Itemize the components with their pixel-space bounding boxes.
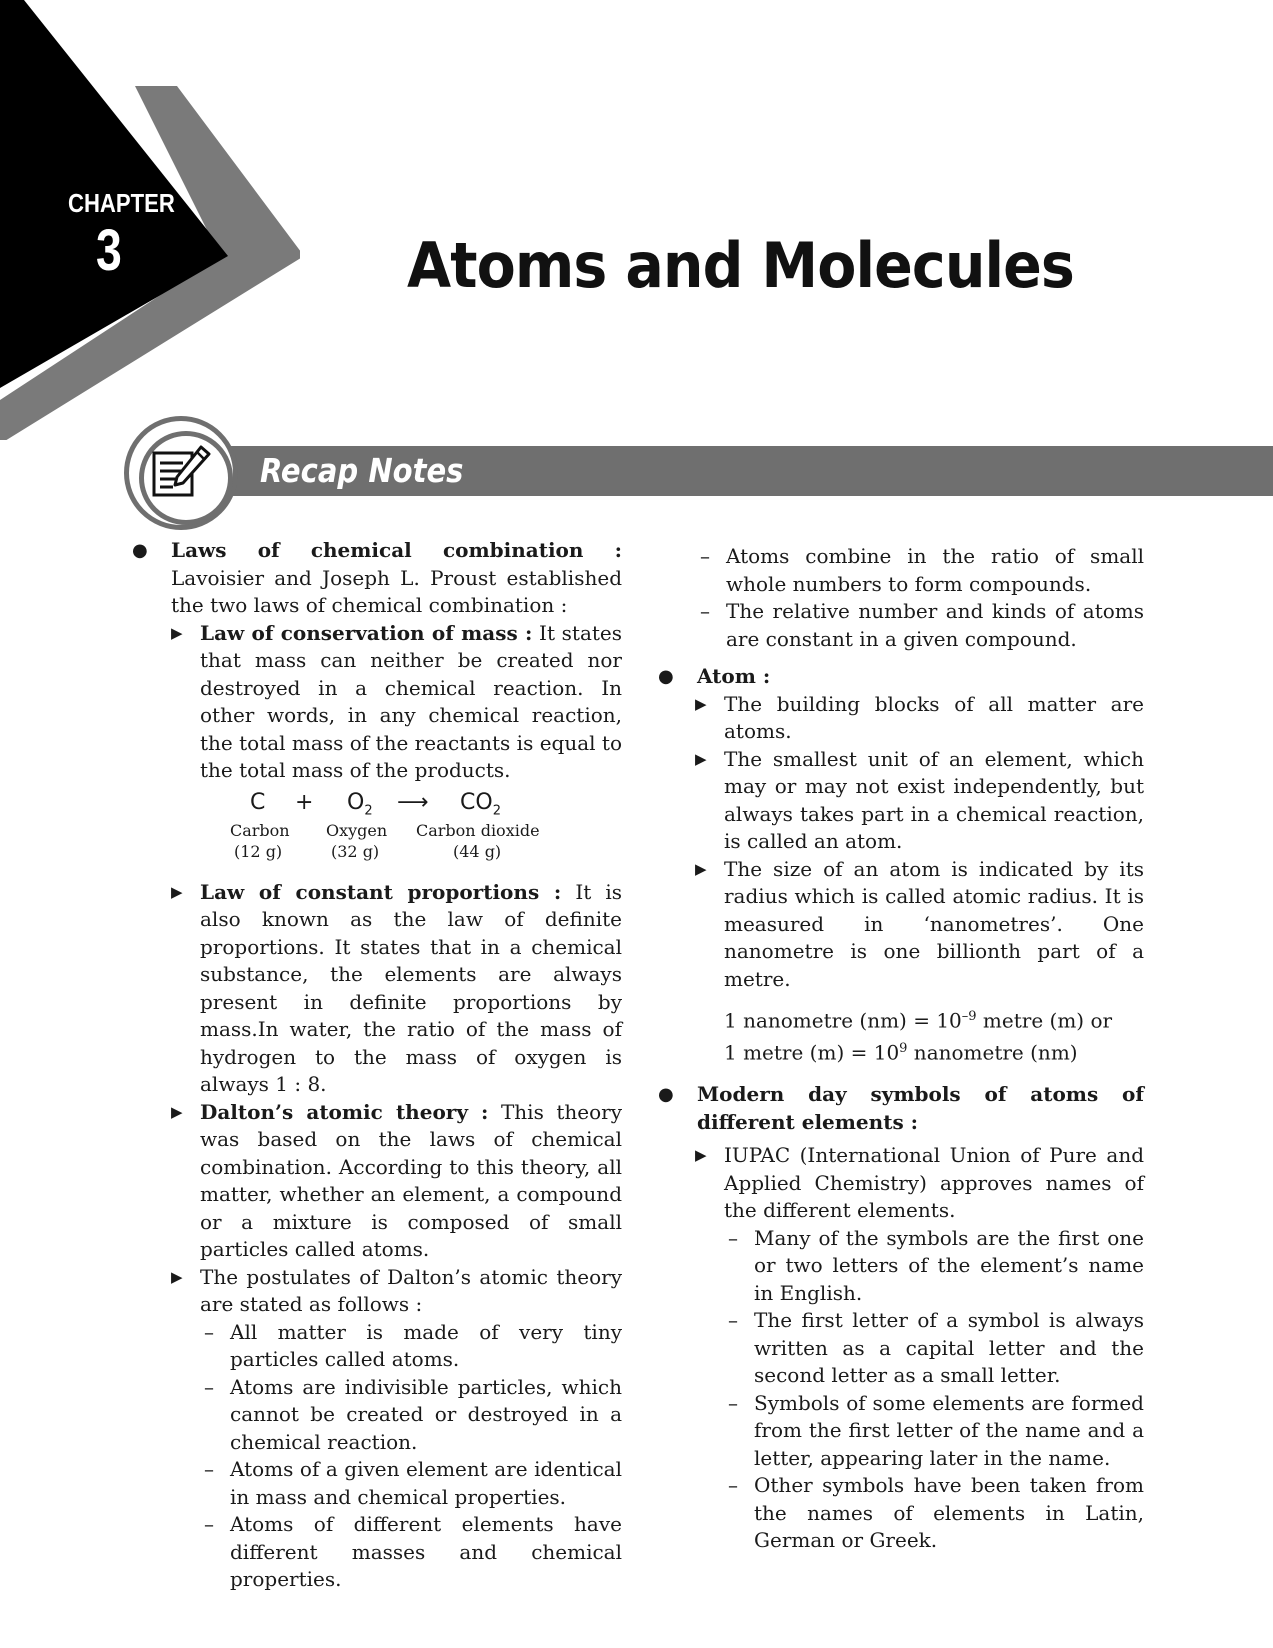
eq-co2-mass: (44 g)	[453, 841, 502, 861]
recap-title: Recap Notes	[260, 451, 464, 490]
atom-heading: Atom :	[697, 664, 771, 688]
bullet-postulates	[170, 1264, 622, 1594]
postulate-item: – Atoms combine in the ratio of small whole numbers to form compounds.	[700, 544, 1144, 596]
eq-arrow: ⟶	[397, 789, 429, 815]
right-column	[648, 543, 1144, 1555]
eq-carbon-label: Carbon	[230, 820, 290, 840]
postulate-item: – All matter is made of very tiny particles called atoms.	[204, 1319, 622, 1371]
eq-carbon-mass: (12 g)	[234, 841, 283, 861]
bullet-dot: ●	[132, 540, 148, 561]
bullet-atom	[648, 663, 1144, 691]
iupac-item: – Other symbols have been taken from the names of elements in Latin, German or Greek.	[728, 1473, 1144, 1553]
eq-oxygen-label: Oxygen	[326, 820, 388, 840]
postulate-item: – Atoms of different elements have different masses and chemical properties.	[204, 1512, 622, 1591]
conservation-text: It states that mass can neither be created nor destroyed in a chemical reaction. In other words, in any chemical reaction, the total mass of the reactants is equal to the total mass of the products.	[200, 620, 623, 782]
eq-carbon-symbol: C	[250, 789, 266, 815]
notes-pencil-icon	[151, 443, 215, 503]
bullet-dot: ●	[658, 666, 674, 687]
eq-co2-label: Carbon dioxide	[416, 820, 540, 840]
iupac-text: IUPAC (International Union of Pure and Applied Chemistry) approves names of the different elements.	[724, 1143, 1144, 1223]
dalton-text: This theory was based on the laws of chemical combination. According to this theory, all matter, whether an element, a compound or a mixture is composed of small particles called atoms.	[200, 1099, 623, 1261]
dalton-heading: Dalton’s atomic theory :	[200, 1099, 489, 1124]
page-title: Atoms and Molecules	[407, 229, 1074, 302]
atom-item: ▶ The size of an atom is indicated by its radius which is called atomic radius. It is measured in ‘nanometres’. One nanometre is one billionth part of a metre.	[695, 856, 1144, 991]
conservation-heading: Law of conservation of mass :	[200, 620, 533, 645]
chapter-label: CHAPTER	[68, 188, 175, 218]
symbols-heading: Modern day symbols of atoms of different elements :	[697, 1082, 1144, 1134]
bullet-laws	[122, 537, 622, 620]
iupac-item: – Symbols of some elements are formed from the first letter of the name and a letter, appearing later in the name.	[728, 1390, 1144, 1470]
triangle-bullet-icon: ▶	[171, 623, 183, 642]
postulate-item: – Atoms of a given element are identical in mass and chemical properties.	[204, 1457, 622, 1509]
bullet-dalton	[170, 1099, 622, 1264]
eq-oxygen-symbol: $O_2$	[347, 789, 373, 818]
constant-heading: Law of constant proportions :	[200, 879, 562, 904]
bullet-constant	[170, 879, 622, 1099]
bullet-iupac	[694, 1142, 1144, 1555]
chapter-badge	[0, 0, 300, 440]
postulate-item: – The relative number and kinds of atoms are constant in a given compound.	[700, 599, 1144, 651]
nm-line-2: 1 metre $(m) = 10^9$ nanometre (nm)	[724, 1040, 1078, 1065]
chapter-number: 3	[96, 218, 122, 283]
laws-heading: Laws of chemical combination :	[171, 538, 622, 562]
constant-text: It is also known as the law of definite proportions. It states that in a chemical substance, the elements are always present in definite proportions by mass.In water, the ratio of the mass of hydrogen to the mass of oxygen is always 1 : 8.	[200, 879, 622, 1096]
eq-plus: +	[295, 789, 314, 815]
postulates-text: The postulates of Dalton’s atomic theory are stated as follows :	[200, 1264, 622, 1316]
bullet-dot: ●	[658, 1084, 674, 1106]
triangle-bullet-icon: ▶	[171, 882, 183, 901]
bullet-conservation	[170, 620, 622, 879]
combustion-equation	[200, 789, 622, 879]
iupac-item: – The first letter of a symbol is always written as a capital letter and the second letter as a small letter.	[728, 1308, 1144, 1388]
triangle-bullet-icon: ▶	[171, 1102, 183, 1121]
triangle-bullet-icon: ▶	[171, 1267, 183, 1286]
left-column	[122, 537, 622, 1594]
postulate-item: – Atoms are indivisible particles, which cannot be created or destroyed in a chemical reaction.	[204, 1374, 622, 1454]
eq-oxygen-mass: (32 g)	[331, 841, 380, 861]
nanometre-conversion	[694, 1003, 1144, 1067]
atom-item: ▶ The building blocks of all matter are atoms.	[695, 691, 1144, 743]
iupac-item: – Many of the symbols are the first one or two letters of the element’s name in English.	[728, 1225, 1144, 1305]
laws-text: Lavoisier and Joseph L. Proust established the two laws of chemical combination :	[171, 565, 622, 617]
atom-item: ▶ The smallest unit of an element, which may or may not exist independently, but always takes part in a chemical reaction, is called an atom.	[695, 746, 1144, 853]
nm-line-1: 1 nanometre $(nm) = 10^{-9}$ metre (m) or	[724, 1008, 1113, 1033]
eq-co2-symbol: $CO_2$	[460, 789, 501, 818]
triangle-bullet-icon: ▶	[695, 1146, 707, 1165]
bullet-symbols	[648, 1081, 1144, 1136]
